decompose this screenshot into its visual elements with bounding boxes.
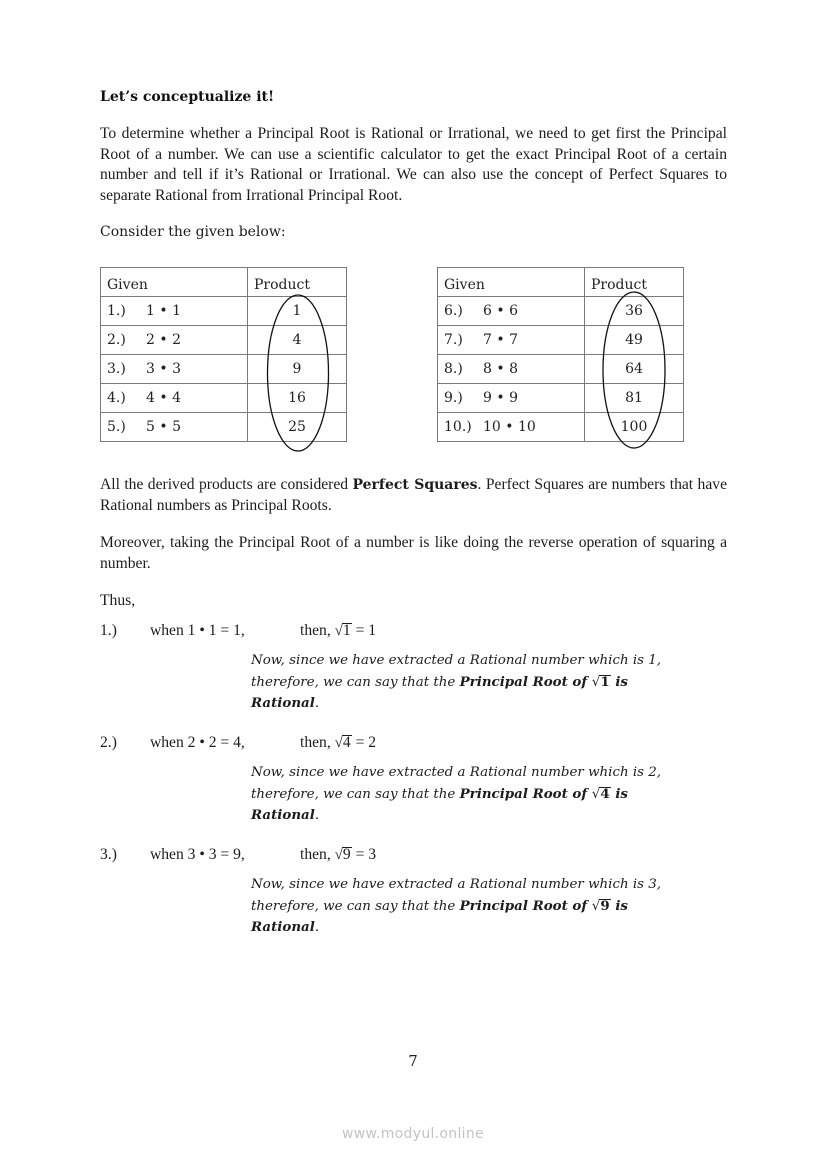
row-expression: 7 • 7 — [483, 332, 518, 348]
row-expression: 8 • 8 — [483, 361, 518, 377]
bold-text: is — [610, 897, 628, 914]
table-row — [438, 297, 684, 326]
row-number: 6.) — [444, 303, 463, 319]
example-index: 3.) — [100, 846, 117, 863]
table-row — [101, 384, 347, 413]
example-when: when 2 • 2 = 4, — [150, 734, 245, 751]
row-expression: 9 • 9 — [483, 390, 518, 406]
moreover-paragraph: Moreover, taking the Principal Root of a number is like doing the reverse operation of squaring a number. — [100, 534, 727, 572]
note-line — [251, 672, 721, 694]
square-root-icon: √ — [591, 898, 601, 914]
table-row — [101, 413, 347, 442]
row-product: 1 — [248, 297, 347, 326]
square-root-icon: √ — [591, 786, 601, 802]
table-row — [438, 355, 684, 384]
text-span: therefore, we can say that the — [251, 898, 460, 914]
text-span: All the derived products are considered — [100, 476, 353, 493]
header-product: Product — [585, 268, 684, 297]
bold-text: Principal Root of — [459, 897, 592, 914]
note-line: Now, since we have extracted a Rational number which is 3, — [251, 877, 662, 892]
text-span: then, — [300, 846, 335, 863]
example-then — [300, 734, 376, 752]
page-number: 7 — [408, 1052, 418, 1070]
text-span: therefore, we can say that the — [251, 674, 460, 690]
square-root-icon: √ — [591, 674, 601, 690]
radicand: 4 — [342, 734, 351, 751]
table-row — [101, 297, 347, 326]
row-product: 64 — [585, 355, 684, 384]
note-line — [251, 917, 721, 939]
note-line: Now, since we have extracted a Rational number which is 2, — [251, 765, 662, 780]
text-span: . — [314, 808, 320, 823]
table-row — [438, 326, 684, 355]
row-product: 16 — [248, 384, 347, 413]
bold-text: Principal Root of — [459, 673, 592, 690]
perfect-squares-paragraph — [100, 475, 727, 516]
row-product: 49 — [585, 326, 684, 355]
table-row — [438, 413, 684, 442]
row-expression: 3 • 3 — [146, 361, 181, 377]
bold-text: Principal Root of — [459, 785, 592, 802]
row-number: 4.) — [107, 390, 126, 406]
radicand: 4 — [600, 785, 610, 802]
row-product: 100 — [585, 413, 684, 442]
note-line — [251, 784, 721, 806]
radicand: 9 — [342, 846, 351, 863]
table-row — [101, 355, 347, 384]
example-when: when 3 • 3 = 9, — [150, 846, 245, 863]
text-span: = 2 — [351, 734, 377, 751]
square-root-icon: √ — [334, 735, 343, 751]
text-span: . — [314, 920, 320, 935]
example-note — [251, 762, 721, 827]
row-expression: 5 • 5 — [146, 419, 181, 435]
row-number: 7.) — [444, 332, 463, 348]
perfect-squares-table-1 — [100, 267, 347, 442]
example-note — [251, 874, 721, 939]
intro-paragraph: To determine whether a Principal Root is Rational or Irrational, we need to get first the Principal Root of a number. We can use a scientific calculator to get the exact Principal Root of a certain number and tell if it’s Rational or Irrational. We can also use the concept of Perfect Squares to separate Rational from Irrational Principal Root. — [100, 125, 727, 204]
header-given: Given — [438, 268, 585, 297]
example-then — [300, 622, 376, 640]
row-number: 8.) — [444, 361, 463, 377]
header-given: Given — [101, 268, 248, 297]
row-product: 4 — [248, 326, 347, 355]
row-expression: 4 • 4 — [146, 390, 181, 406]
row-expression: 2 • 2 — [146, 332, 181, 348]
consider-text: Consider the given below: — [100, 224, 286, 240]
radicand: 1 — [342, 622, 351, 639]
row-number: 3.) — [107, 361, 126, 377]
bold-text: Rational — [251, 695, 315, 711]
text-span: . Perfect Squares are numbers that have Rational numbers as Principal Roots. — [100, 476, 727, 514]
example-index: 2.) — [100, 734, 117, 751]
perfect-squares-table-2 — [437, 267, 684, 442]
row-number: 10.) — [444, 419, 472, 435]
radicand: 9 — [600, 897, 610, 914]
row-product: 81 — [585, 384, 684, 413]
row-number: 5.) — [107, 419, 126, 435]
text-span: then, — [300, 734, 335, 751]
row-product: 36 — [585, 297, 684, 326]
table-row — [101, 326, 347, 355]
table-row — [438, 384, 684, 413]
note-line: Now, since we have extracted a Rational number which is 1, — [251, 653, 662, 668]
row-number: 9.) — [444, 390, 463, 406]
radicand: 1 — [600, 673, 610, 690]
row-product: 9 — [248, 355, 347, 384]
bold-text: Rational — [251, 919, 315, 935]
perfect-squares-term: Perfect Squares — [352, 477, 478, 493]
example-then — [300, 846, 376, 864]
row-product: 25 — [248, 413, 347, 442]
row-expression: 10 • 10 — [483, 419, 536, 435]
square-root-icon: √ — [334, 847, 343, 863]
thus-text: Thus, — [100, 592, 136, 609]
example-note — [251, 650, 721, 715]
text-span: . — [314, 696, 320, 711]
note-line — [251, 896, 721, 918]
watermark: www.modyul.online — [342, 1126, 484, 1142]
example-index: 1.) — [100, 622, 117, 639]
note-line — [251, 805, 721, 827]
section-heading: Let’s conceptualize it! — [100, 89, 275, 105]
bold-text: is — [610, 673, 628, 690]
note-line — [251, 693, 721, 715]
row-number: 1.) — [107, 303, 126, 319]
text-span: then, — [300, 622, 335, 639]
square-root-icon: √ — [334, 623, 343, 639]
bold-text: Rational — [251, 807, 315, 823]
row-expression: 6 • 6 — [483, 303, 518, 319]
text-span: = 3 — [351, 846, 377, 863]
row-expression: 1 • 1 — [146, 303, 181, 319]
header-product: Product — [248, 268, 347, 297]
text-span: = 1 — [351, 622, 377, 639]
row-number: 2.) — [107, 332, 126, 348]
text-span: therefore, we can say that the — [251, 786, 460, 802]
bold-text: is — [610, 785, 628, 802]
example-when: when 1 • 1 = 1, — [150, 622, 245, 639]
